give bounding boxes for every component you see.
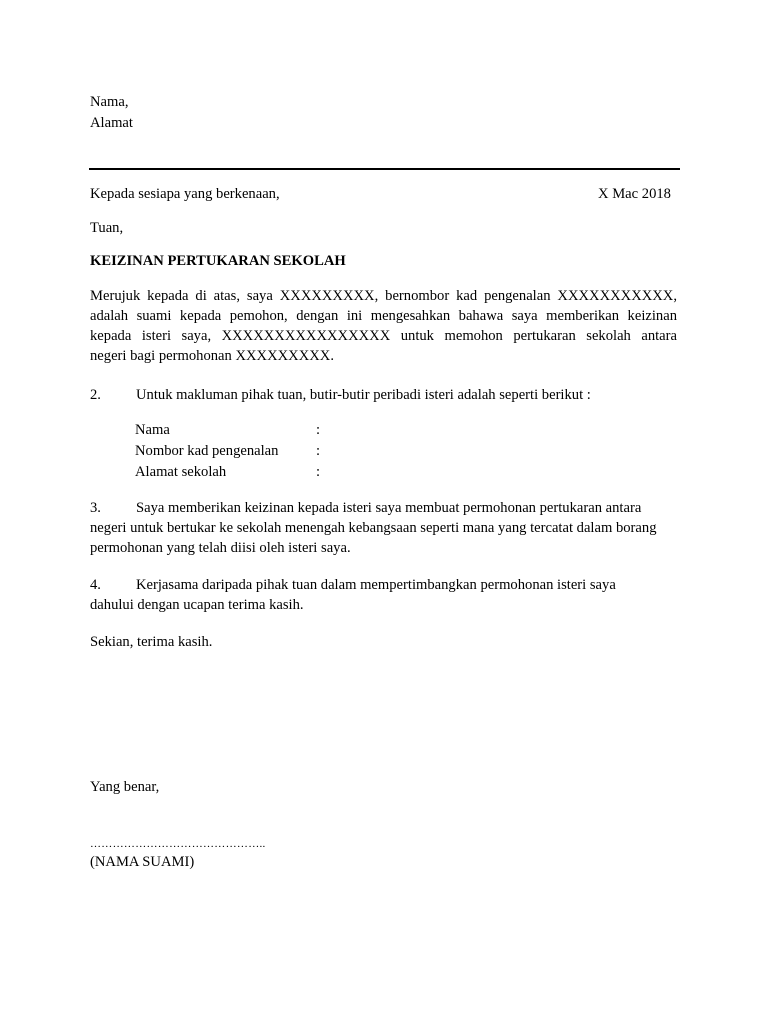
paragraph-line [90, 575, 677, 595]
paragraph-text: Untuk makluman pihak tuan, butir-butir peribadi isteri adalah seperti berikut : [136, 387, 591, 403]
subject-title: KEIZINAN PERTUKARAN SEKOLAH [90, 253, 346, 269]
detail-row-school [135, 462, 320, 482]
paragraph-4 [90, 575, 677, 615]
intro-paragraph [90, 286, 677, 366]
detail-label: Nombor kad pengenalan [135, 443, 279, 459]
paragraph-line: dahului dengan ucapan terima kasih. [90, 597, 304, 613]
paragraph-3 [90, 498, 677, 558]
intro-line: adalah suami kepada pemohon, dengan ini mengesahkan bahawa saya memberikan keizinan [90, 308, 677, 324]
paragraph-line: permohonan yang telah diisi oleh isteri saya. [90, 540, 351, 556]
detail-colon: : [316, 464, 321, 480]
signature-line: ……………………………………….. [90, 838, 266, 850]
salutation: Tuan, [90, 220, 124, 236]
closing-line: Sekian, terima kasih. [90, 634, 213, 650]
header-divider [89, 168, 680, 170]
intro-line: negeri bagi permohonan XXXXXXXXX. [90, 348, 334, 364]
paragraph-line: negeri untuk bertukar ke sekolah menengah kebangsaan seperti mana yang tercatat dalam borang [90, 520, 657, 536]
detail-colon: : [316, 443, 321, 459]
paragraph-number: 3. [90, 500, 101, 516]
paragraph-text: Kerjasama daripada pihak tuan dalam mempertimbangkan permohonan isteri saya [136, 577, 616, 593]
letter-date: X Mac 2018 [598, 186, 671, 202]
paragraph-text: Saya memberikan keizinan kepada isteri saya membuat permohonan pertukaran antara [136, 500, 642, 516]
signoff: Yang benar, [90, 779, 160, 795]
sender-address: Alamat [90, 115, 133, 131]
paragraph-number: 2. [90, 387, 101, 403]
signatory-name: (NAMA SUAMI) [90, 854, 195, 870]
sender-name: Nama, [90, 94, 129, 110]
detail-row-ic [135, 441, 320, 461]
intro-line: Merujuk kepada di atas, saya XXXXXXXXX, bernombor kad pengenalan XXXXXXXXXXX, [90, 288, 677, 304]
detail-colon: : [316, 422, 321, 438]
detail-row-nama [135, 420, 320, 440]
paragraph-2 [90, 385, 591, 405]
detail-label: Alamat sekolah [135, 464, 227, 480]
paragraph-line [90, 498, 677, 518]
paragraph-number: 4. [90, 577, 101, 593]
intro-line: kepada isteri saya, XXXXXXXXXXXXXXXX untuk memohon pertukaran sekolah antara [90, 328, 677, 344]
detail-label: Nama [135, 422, 170, 438]
recipient: Kepada sesiapa yang berkenaan, [90, 186, 280, 202]
